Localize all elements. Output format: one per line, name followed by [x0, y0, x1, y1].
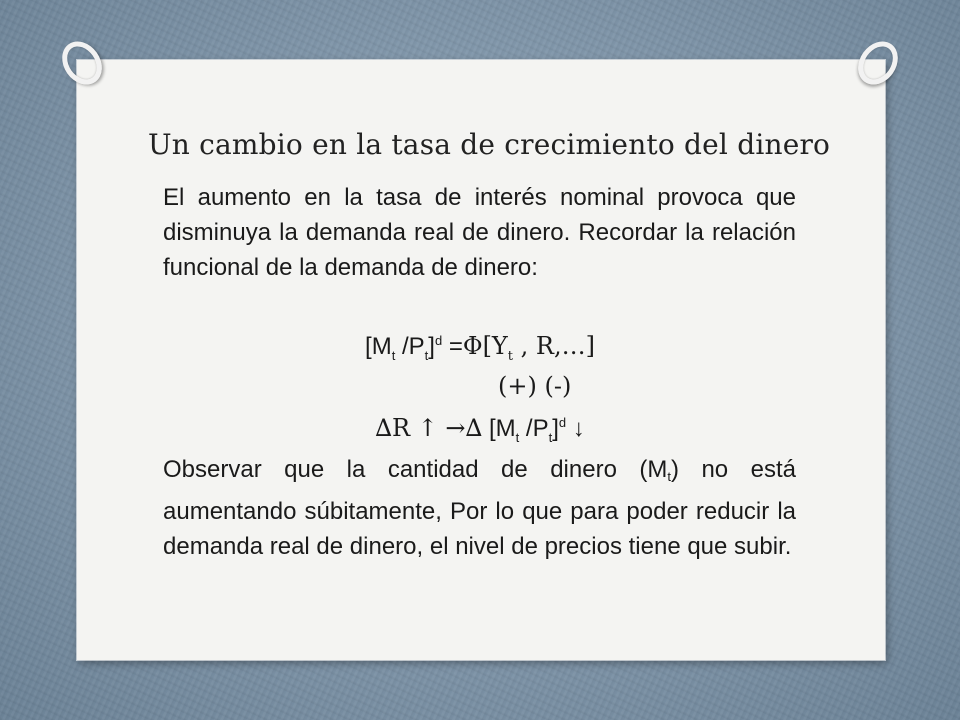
p2-sub-t: t — [667, 469, 671, 484]
eq2-sup-d: d — [558, 415, 567, 430]
eq1-equals: = — [442, 333, 463, 360]
eq2-sub-t1: t — [515, 429, 520, 445]
eq1-rest: , R,…] — [513, 332, 595, 360]
equation-money-demand — [0, 332, 960, 364]
eq1-sub-t1: t — [391, 347, 396, 363]
p2-part1: Observar que la cantidad de dinero (M — [163, 456, 668, 483]
p2-part2: ) no está aumentando súbitamente, Por lo que para poder reducir la demanda real de dinero, el nivel de precios tiene que subir. — [163, 456, 796, 560]
equation-effect — [0, 414, 960, 443]
eq1-close: ] — [428, 333, 435, 360]
eq1-slash-p: /P — [395, 333, 425, 360]
eq2-close: ] — [552, 415, 559, 442]
eq1-sup-d: d — [434, 333, 443, 348]
eq1-open: [M — [365, 333, 392, 360]
eq1-phi: Φ[Y — [462, 332, 508, 360]
eq2-delta-r: ∆R ↑ →∆ — [375, 414, 483, 442]
eq2-arrow: ↓ — [566, 415, 585, 442]
eq2-slash-p: /P — [519, 415, 549, 442]
slide-title: Un cambio en la tasa de crecimiento del dinero — [148, 128, 831, 161]
eq2-open: [M — [482, 415, 516, 442]
equation-signs: (+) (-) — [498, 372, 572, 400]
eq1-sub-t2: t — [424, 347, 429, 363]
eq2-sub-t2: t — [548, 429, 553, 445]
paragraph-intro: El aumento en la tasa de interés nominal provoca que disminuya la demanda real de dinero. Recordar la relación funcional de la demanda de dinero: — [163, 184, 796, 281]
eq1-sub-t3: t — [507, 348, 514, 364]
paragraph-conclusion — [163, 452, 796, 564]
